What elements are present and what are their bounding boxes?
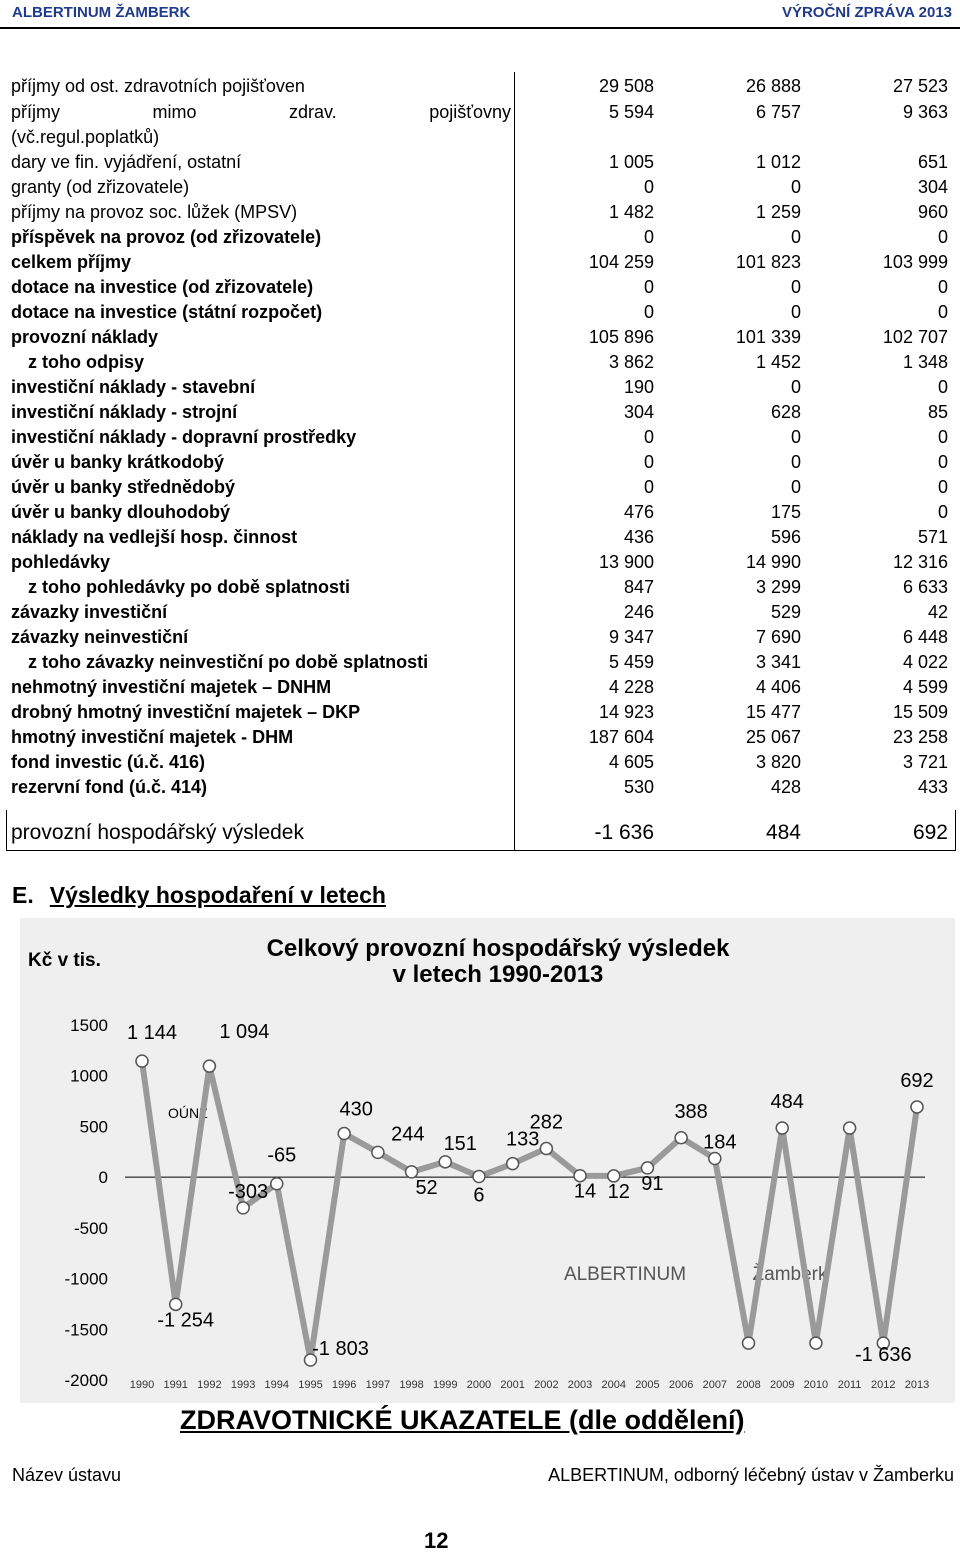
health-indicators-heading: ZDRAVOTNICKÉ UKAZATELE (dle oddělení) [180, 1405, 745, 1435]
row-value: 0 [937, 477, 948, 497]
chart-svg [20, 918, 955, 1403]
row-value: 4 406 [755, 677, 801, 697]
data-point [338, 1128, 350, 1140]
table-row [6, 750, 956, 775]
row-value: 25 067 [745, 727, 801, 747]
row-value: 4 599 [902, 677, 948, 697]
row-value: 102 707 [882, 327, 948, 347]
y-tick-label: 1000 [70, 1066, 108, 1086]
row-label: příjmy na provoz soc. lůžek (MPSV) [11, 202, 298, 222]
row-value: 0 [937, 277, 948, 297]
data-label: 14 [573, 1180, 597, 1203]
row-value: 85 [927, 402, 948, 422]
total-value: -1 636 [594, 821, 654, 844]
row-value: 9 363 [902, 102, 948, 122]
row-value: 0 [937, 377, 948, 397]
row-value: 1 259 [755, 202, 801, 222]
x-tick-label: 2008 [736, 1379, 761, 1391]
row-label-part: mimo [152, 102, 197, 122]
table-row [6, 275, 956, 300]
data-label: 133 [505, 1128, 540, 1151]
row-value: 0 [643, 302, 654, 322]
row-value: 14 923 [598, 702, 654, 722]
row-value: 0 [790, 227, 801, 247]
table-row [6, 650, 956, 675]
row-value: 101 339 [735, 327, 801, 347]
row-value: 14 990 [745, 552, 801, 572]
data-label: -1 254 [157, 1309, 215, 1332]
header-rule [0, 27, 960, 29]
data-point [709, 1152, 721, 1164]
row-value: 428 [770, 777, 801, 797]
row-value: 960 [917, 202, 948, 222]
row-label: dary ve fin. vyjádření, ostatní [11, 152, 242, 172]
x-tick-label: 2007 [702, 1379, 728, 1391]
row-value: 0 [643, 427, 654, 447]
row-value: 0 [790, 377, 801, 397]
data-point [844, 1122, 856, 1134]
row-value: 7 690 [755, 627, 801, 647]
data-label: 91 [641, 1172, 664, 1195]
table-row [6, 550, 956, 575]
table-row [6, 200, 956, 225]
total-label: provozní hospodářský výsledek [11, 821, 304, 844]
row-value: 187 604 [588, 727, 654, 747]
data-label: 484 [770, 1091, 804, 1114]
row-value: 0 [790, 177, 801, 197]
row-label: závazky investiční [11, 602, 168, 622]
row-value: 0 [937, 302, 948, 322]
row-value: 3 862 [608, 352, 654, 372]
row-value: 476 [623, 502, 654, 522]
table-row [6, 425, 956, 450]
row-value: 29 508 [598, 76, 654, 96]
x-tick-label: 2003 [567, 1379, 593, 1391]
row-value: 0 [790, 477, 801, 497]
y-tick-label: 1500 [70, 1016, 108, 1035]
data-point [372, 1146, 384, 1158]
y-tick-label: -1500 [64, 1320, 108, 1340]
row-value: 0 [643, 477, 654, 497]
data-point [810, 1337, 822, 1349]
data-point [237, 1202, 249, 1214]
table-row [6, 775, 956, 800]
watermark-left: ALBERTINUM [563, 1264, 687, 1285]
row-value: 1 012 [755, 152, 801, 172]
row-label: úvěr u banky střednědobý [11, 477, 236, 497]
table-row [6, 700, 956, 725]
table-row [6, 325, 956, 350]
y-tick-label: 0 [98, 1168, 108, 1188]
row-value: 651 [917, 152, 948, 172]
row-value: 0 [937, 427, 948, 447]
row-value: 0 [790, 277, 801, 297]
row-value: 304 [623, 402, 654, 422]
data-label: 430 [339, 1098, 373, 1121]
row-value: 3 299 [755, 577, 801, 597]
data-point [776, 1122, 788, 1134]
data-label: 52 [415, 1176, 438, 1199]
x-tick-label: 2012 [871, 1379, 896, 1391]
x-tick-label: 2001 [500, 1379, 525, 1391]
row-value: 0 [643, 177, 654, 197]
row-value: 246 [623, 602, 654, 622]
page-header [0, 0, 960, 28]
row-value: 6 448 [902, 627, 948, 647]
section-letter: E. [12, 882, 34, 908]
data-point [743, 1337, 755, 1349]
section-title: Výsledky hospodaření v letech [49, 882, 386, 908]
row-value: 433 [917, 777, 948, 797]
data-label: -1 636 [854, 1344, 912, 1367]
row-value: 9 347 [608, 627, 654, 647]
row-value: 1 348 [902, 352, 948, 372]
row-value: 15 477 [745, 702, 801, 722]
header-left: ALBERTINUM ŽAMBERK [12, 4, 191, 21]
row-value: 596 [770, 527, 801, 547]
table-row [6, 625, 956, 650]
x-tick-label: 2009 [769, 1379, 795, 1391]
data-label: 151 [443, 1132, 477, 1155]
row-label-part: zdrav. [289, 102, 337, 122]
institution-name-label: Název ústavu [12, 1465, 122, 1485]
table-row [6, 375, 956, 400]
result-chart [20, 918, 955, 1403]
table-row [6, 525, 956, 550]
x-tick-label: 1999 [433, 1379, 458, 1391]
row-value: 436 [623, 527, 654, 547]
chart-annotation: OÚNZ [168, 1105, 208, 1121]
data-point [439, 1156, 451, 1168]
row-value: 3 820 [755, 752, 801, 772]
row-label: z toho pohledávky po době splatnosti [28, 577, 351, 597]
row-label: z toho závazky neinvestiční po době splatnosti [28, 652, 429, 672]
y-tick-label: -2000 [64, 1371, 108, 1390]
row-value: 3 341 [755, 652, 801, 672]
x-tick-label: 1998 [399, 1379, 424, 1391]
data-point [203, 1060, 215, 1072]
row-value: 13 900 [598, 552, 654, 572]
x-tick-label: 2011 [837, 1379, 862, 1391]
y-tick-label: -500 [73, 1218, 108, 1238]
row-value: 12 316 [892, 552, 948, 572]
row-value: 0 [790, 452, 801, 472]
row-value: 27 523 [892, 76, 948, 96]
x-tick-label: 1992 [197, 1379, 222, 1391]
row-label: provozní náklady [11, 327, 159, 347]
row-value: 190 [623, 377, 654, 397]
row-label: dotace na investice (od zřizovatele) [11, 277, 314, 297]
row-label: rezervní fond (ú.č. 414) [11, 777, 208, 797]
row-label: z toho odpisy [28, 352, 144, 372]
table-row [6, 500, 956, 525]
row-value: 175 [770, 502, 801, 522]
row-label: závazky neinvestiční [11, 627, 189, 647]
row-label: nehmotný investiční majetek – DNHM [11, 677, 332, 697]
row-value: 529 [770, 602, 801, 622]
x-tick-label: 1993 [230, 1379, 256, 1391]
table-bottom-border [6, 850, 956, 851]
table-row [6, 450, 956, 475]
row-value: 847 [623, 577, 654, 597]
row-value: 15 509 [892, 702, 948, 722]
table-row [6, 575, 956, 600]
row-label [11, 100, 511, 125]
chart-subtitle: v letech 1990-2013 [392, 961, 604, 988]
data-point [136, 1055, 148, 1067]
total-value: 692 [912, 821, 948, 844]
total-row [6, 816, 956, 850]
data-label: -65 [267, 1144, 297, 1167]
data-point [540, 1143, 552, 1155]
x-tick-label: 2002 [534, 1379, 559, 1391]
institution-name-value: ALBERTINUM, odborný léčebný ústav v Žamberku [548, 1465, 954, 1485]
data-label: 12 [607, 1180, 630, 1203]
x-tick-label: 2005 [635, 1379, 660, 1391]
row-value: 1 452 [755, 352, 801, 372]
row-label: investiční náklady - dopravní prostředky [11, 427, 357, 447]
x-tick-label: 2000 [466, 1379, 492, 1391]
table-row [6, 600, 956, 625]
table-row [6, 225, 956, 250]
row-value: 1 005 [608, 152, 654, 172]
row-label: náklady na vedlejší hosp. činnost [11, 527, 298, 547]
row-value: 42 [927, 602, 948, 622]
data-label: 244 [391, 1123, 425, 1146]
row-value: 4 022 [902, 652, 948, 672]
table-row [6, 350, 956, 375]
row-value: 5 459 [608, 652, 654, 672]
row-value: 5 594 [608, 102, 654, 122]
row-label: úvěr u banky dlouhodobý [11, 502, 231, 522]
x-tick-label: 2013 [904, 1379, 930, 1391]
data-point [675, 1132, 687, 1144]
y-axis-label: Kč v tis. [28, 950, 101, 971]
y-tick-label: 500 [79, 1117, 108, 1137]
row-value: 628 [770, 402, 801, 422]
table-row [6, 475, 956, 500]
data-point [271, 1178, 283, 1190]
row-value: 6 633 [902, 577, 948, 597]
data-label: 1 094 [219, 1021, 270, 1044]
row-value: 0 [937, 452, 948, 472]
row-label: (vč.regul.poplatků) [11, 127, 160, 147]
data-label: -303 [228, 1180, 269, 1203]
table-row [6, 125, 956, 150]
x-tick-label: 1991 [163, 1379, 188, 1391]
x-tick-label: 2006 [668, 1379, 694, 1391]
row-value: 104 259 [588, 252, 654, 272]
row-value: 0 [937, 227, 948, 247]
data-point [507, 1158, 519, 1170]
row-value: 0 [643, 277, 654, 297]
row-label: dotace na investice (státní rozpočet) [11, 302, 323, 322]
row-label-part: příjmy [11, 102, 60, 122]
table-row [6, 400, 956, 425]
x-tick-label: 2004 [601, 1379, 626, 1391]
header-right: VÝROČNÍ ZPRÁVA 2013 [781, 4, 952, 21]
data-point [473, 1171, 485, 1183]
row-label: investiční náklady - stavební [11, 377, 256, 397]
row-value: 105 896 [588, 327, 654, 347]
total-value: 484 [765, 821, 801, 844]
x-tick-label: 1990 [129, 1379, 155, 1391]
table-row [6, 250, 956, 275]
row-value: 0 [790, 427, 801, 447]
row-label: drobný hmotný investiční majetek – DKP [11, 702, 361, 722]
financial-table [6, 72, 956, 850]
section-heading [12, 882, 386, 909]
row-label: úvěr u banky krátkodobý [11, 452, 225, 472]
row-label: příjmy od ost. zdravotních pojišťoven [11, 76, 305, 96]
row-value: 530 [623, 777, 654, 797]
data-label: 6 [473, 1184, 485, 1207]
row-label: investiční náklady - strojní [11, 402, 238, 422]
x-tick-label: 1995 [298, 1379, 323, 1391]
row-value: 4 605 [608, 752, 654, 772]
row-label: příspěvek na provoz (od zřizovatele) [11, 227, 322, 247]
row-value: 1 482 [608, 202, 654, 222]
table-row [6, 150, 956, 175]
x-tick-label: 1996 [331, 1379, 357, 1391]
table-row [6, 175, 956, 200]
row-label-part: pojišťovny [429, 102, 511, 122]
row-value: 571 [917, 527, 948, 547]
data-label: 692 [900, 1069, 934, 1092]
page-number: 12 [424, 1528, 449, 1553]
row-label: fond investic (ú.č. 416) [11, 752, 206, 772]
row-value: 0 [790, 302, 801, 322]
row-value: 103 999 [882, 252, 948, 272]
row-label: pohledávky [11, 552, 111, 572]
row-value: 26 888 [745, 76, 801, 96]
row-value: 23 258 [892, 727, 948, 747]
table-row [6, 675, 956, 700]
data-point [911, 1101, 923, 1113]
x-tick-label: 1994 [264, 1379, 290, 1391]
row-value: 0 [643, 227, 654, 247]
chart-title: Celkový provozní hospodářský výsledek [266, 935, 730, 962]
table-row [6, 100, 956, 125]
row-value: 3 721 [902, 752, 948, 772]
row-label: celkem příjmy [11, 252, 132, 272]
row-value: 304 [917, 177, 948, 197]
row-label: hmotný investiční majetek - DHM [11, 727, 294, 747]
watermark-right: Žamberk [752, 1264, 828, 1285]
row-value: 6 757 [755, 102, 801, 122]
table-row [6, 300, 956, 325]
data-label: -1 803 [312, 1338, 369, 1361]
data-label: 1 144 [126, 1022, 178, 1045]
data-label: 184 [703, 1131, 737, 1154]
data-label: 282 [529, 1111, 564, 1134]
row-value: 4 228 [608, 677, 654, 697]
x-tick-label: 1997 [365, 1379, 391, 1391]
row-value: 0 [937, 502, 948, 522]
table-row [6, 725, 956, 750]
row-value: 101 823 [735, 252, 801, 272]
row-value: 0 [643, 452, 654, 472]
data-label: 388 [674, 1100, 708, 1123]
row-label: granty (od zřizovatele) [11, 177, 190, 197]
table-row [6, 74, 956, 99]
x-tick-label: 2010 [803, 1379, 829, 1391]
y-tick-label: -1000 [64, 1269, 108, 1289]
